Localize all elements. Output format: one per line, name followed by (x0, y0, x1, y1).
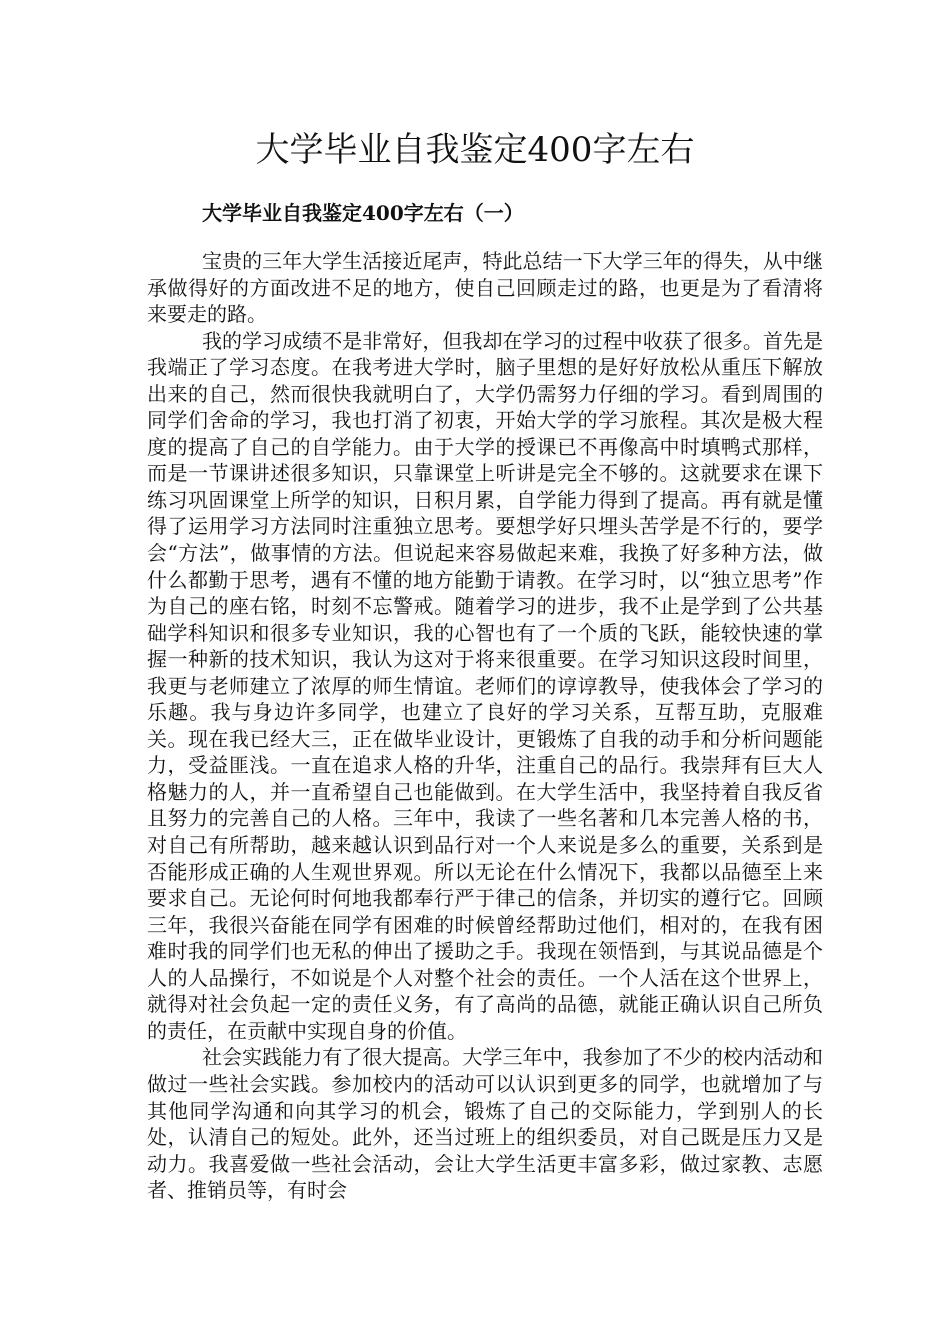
paragraph-study: 我的学习成绩不是非常好，但我却在学习的过程中收获了很多。首先是我端正了学习态度。在我考进大学时，脑子里想的是好好放松从重压下解放出来的自己，然而很快我就明白了，大学仍需努力仔细的学习。看到周围的同学们舍命的学习，我也打消了初衷，开始大学的学习旅程。其次是极大程度的提高了自己的自学能力。由于大学的授课已不再像高中时填鸭式那样，而是一节课讲述很多知识，只靠课堂上听讲是完全不够的。这就要求在课下练习巩固课堂上所学的知识，日积月累，自学能力得到了提高。再有就是懂得了运用学习方法同时注重独立思考。要想学好只埋头苦学是不行的，要学会“方法”，做事情的方法。但说起来容易做起来难，我换了好多种方法，做什么都勤于思考，遇有不懂的地方能勤于请教。在学习时，以“独立思考”作为自己的座右铭，时刻不忘警戒。随着学习的进步，我不止是学到了公共基础学科知识和很多专业知识，我的心智也有了一个质的飞跃，能较快速的掌握一种新的技术知识，我认为这对于将来很重要。在学习知识这段时间里，我更与老师建立了浓厚的师生情谊。老师们的谆谆教导，使我体会了学习的乐趣。我与身边许多同学，也建立了良好的学习关系，互帮互助，克服难关。现在我已经大三，正在做毕业设计，更锻炼了自我的动手和分析问题能力，受益匪浅。一直在追求人格的升华，注重自己的品行。我崇拜有巨大人格魅力的人，并一直希望自己也能做到。在大学生活中，我坚持着自我反省且努力的完善自己的人格。三年中，我读了一些名著和几本完善人格的书，对自己有所帮助，越来越认识到品行对一个人来说是多么的重要，关系到是否能形成正确的人生观世界观。所以无论在什么情况下，我都以品德至上来要求自己。无论何时何地我都奉行严于律己的信条，并切实的遵行它。回顾三年，我很兴奋能在同学有困难的时候曾经帮助过他们，相对的，在我有困难时我的同学们也无私的伸出了援助之手。我现在领悟到，与其说品德是个人的人品操行，不如说是个人对整个社会的责任。一个人活在这个世界上，就得对社会负起一定的责任义务，有了高尚的品德，就能正确认识自己所负的责任，在贡献中实现自身的价值。 (147, 328, 823, 1043)
section-heading: 大学毕业自我鉴定400字左右（一） (202, 201, 524, 225)
document-title: 大学毕业自我鉴定400字左右 (255, 130, 695, 170)
paragraph-social-practice: 社会实践能力有了很大提高。大学三年中，我参加了不少的校内活动和做过一些社会实践。参加校内的活动可以认识到更多的同学，也就增加了与其他同学沟通和向其学习的机会，锻炼了自己的交际能力，学到别人的长处，认清自己的短处。此外，还当过班上的组织委员，对自己既是压力又是动力。我喜爱做一些社会活动，会让大学生活更丰富多彩，做过家教、志愿者、推销员等，有时会 (147, 1045, 823, 1203)
paragraph-intro: 宝贵的三年大学生活接近尾声，特此总结一下大学三年的得失，从中继承做得好的方面改进不足的地方，使自己回顾走过的路，也更是为了看清将来要走的路。 (147, 249, 823, 327)
document-body (147, 248, 823, 1204)
